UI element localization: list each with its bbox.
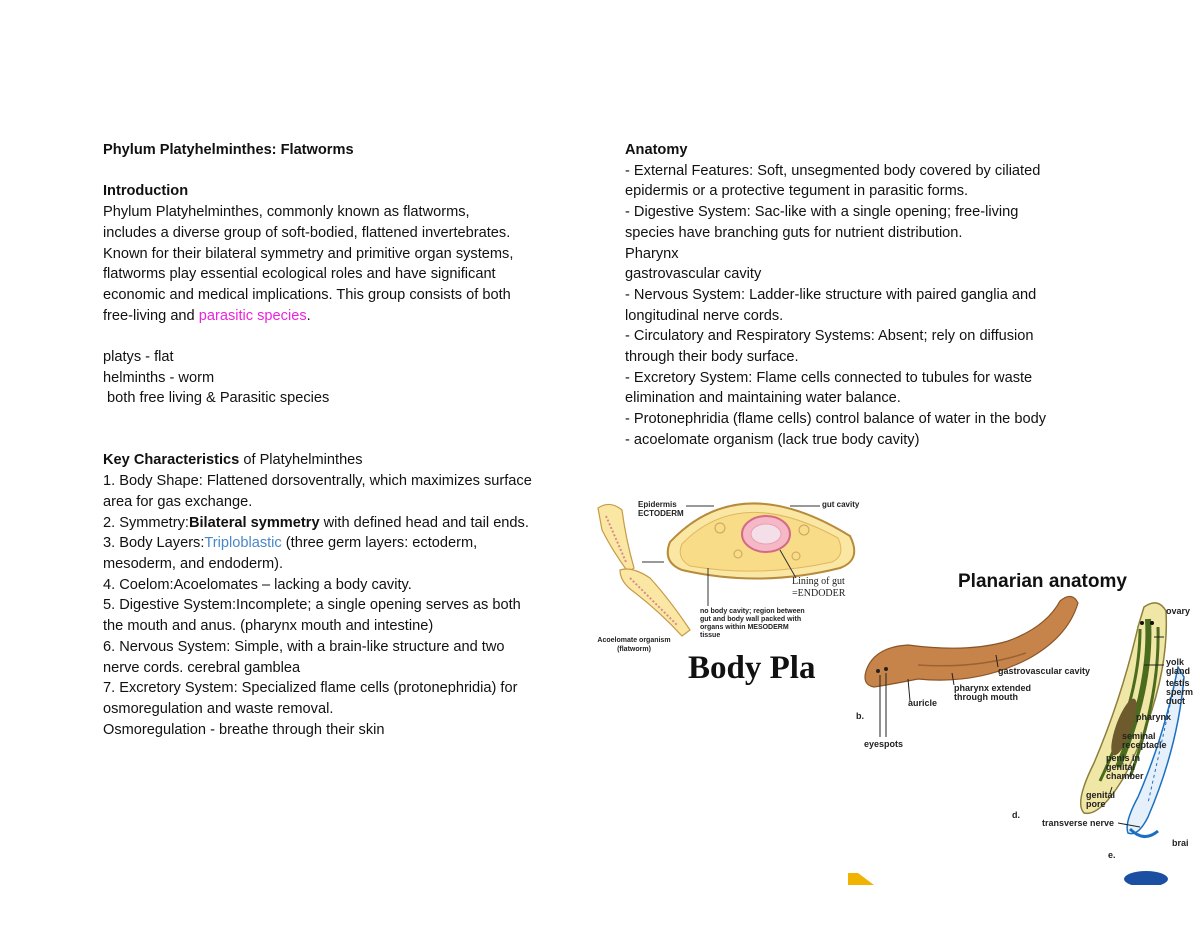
characteristic-item: nerve cords. cerebral gamblea [103, 659, 301, 676]
key-characteristics-heading [103, 450, 573, 471]
planarian-illustration [848, 567, 1194, 885]
gut-cavity-label: gut cavity [822, 500, 860, 509]
yolk-gland-label [1166, 658, 1190, 676]
penis-line: genital [1106, 762, 1136, 772]
characteristic-item: 6. Nervous System: Simple, with a brain-like structure and two [103, 638, 505, 655]
intro-line: includes a diverse group of soft-bodied, flattened invertebrates. [103, 224, 511, 241]
anatomy-line: - Excretory System: Flame cells connected to tubules for waste [625, 369, 1033, 386]
caption-line: (flatworm) [617, 646, 651, 653]
testis-label: testis [1166, 678, 1190, 688]
sperm-line: duct [1166, 696, 1185, 706]
anatomy-line: - External Features: Soft, unsegmented body covered by ciliated [625, 162, 1041, 179]
seminal-receptacle-label [1122, 732, 1167, 750]
etymology-line: helminths - worm [103, 369, 215, 386]
characteristic-item: osmoregulation and waste removal. [103, 700, 334, 717]
kc2-suffix: with defined head and tail ends. [319, 514, 529, 531]
penis-label [1106, 754, 1144, 781]
anatomy-line: - Circulatory and Respiratory Systems: Absent; rely on diffusion [625, 328, 1034, 345]
penis-line: chamber [1106, 771, 1144, 781]
sperm-duct-label [1166, 688, 1193, 706]
intro-line: economic and medical implications. This group consists of both [103, 286, 511, 303]
body-plan-heading: Body Pla [688, 650, 816, 686]
sperm-line: sperm [1166, 687, 1194, 697]
pharynx-label: pharynx [1136, 712, 1172, 722]
epidermis-label: Epidermis [638, 500, 677, 509]
intro-heading: Introduction [103, 183, 189, 200]
characteristic-item: 5. Digestive System:Incomplete; a single opening serves as both [103, 597, 521, 614]
no-cavity-line: organs within MESODERM [700, 624, 789, 631]
key-heading-rest: of Platyhelminthes [239, 452, 363, 469]
anatomy-line: - Digestive System: Sac-like with a single opening; free-living [625, 204, 1019, 221]
acoelomate-caption [592, 636, 676, 654]
seminal-line: seminal [1122, 731, 1156, 741]
anatomy-line: - Nervous System: Ladder-like structure with paired ganglia and [625, 286, 1037, 303]
transverse-nerve-label: transverse nerve [1042, 818, 1115, 828]
anatomy-heading: Anatomy [625, 142, 688, 158]
characteristic-item [103, 533, 573, 554]
intro-line: Phylum Platyhelminthes, commonly known as flatworms, [103, 204, 470, 221]
osmoregulation-note: Osmoregulation - breathe through their skin [103, 721, 385, 738]
genital-line: genital [1086, 790, 1116, 800]
gastrovascular-label: gastrovascular cavity [998, 666, 1091, 676]
characteristic-item: 7. Excretory System: Specialized flame cells (protonephridia) for [103, 680, 518, 697]
key-heading-bold: Key Characteristics [103, 452, 240, 469]
intro-period: . [306, 307, 311, 324]
anatomy-line: - acoelomate organism (lack true body cavity) [625, 431, 920, 448]
endoderm-label: =ENDODER [792, 588, 846, 599]
no-cavity-line: gut and body wall packed with [700, 616, 802, 623]
no-cavity-line: tissue [700, 632, 721, 639]
anatomy-line: elimination and maintaining water balance. [625, 390, 901, 407]
ovary-label: ovary [1166, 606, 1191, 616]
intro-line: flatworms play essential ecological roles and have significant [103, 266, 496, 283]
characteristic-item [103, 513, 573, 534]
yolk-line: gland [1166, 666, 1190, 676]
intro-line: Known for their bilateral symmetry and primitive organ systems, [103, 245, 514, 262]
planarian-figure [848, 567, 1194, 885]
characteristic-item: the mouth and anus. (pharynx mouth and intestine) [103, 618, 434, 635]
auricle-label: auricle [908, 698, 938, 708]
eyespots-label: eyespots [864, 739, 904, 749]
kc2-bold: Bilateral symmetry [188, 514, 320, 531]
anatomy-line: gastrovascular cavity [625, 266, 762, 283]
characteristic-item: 1. Body Shape: Flattened dorsoventrally, which maximizes surface [103, 473, 532, 490]
etymology-line: both free living & Parasitic species [103, 390, 330, 407]
anatomy-line: Pharynx [625, 245, 679, 262]
acoelomate-figure [590, 470, 860, 660]
pharynx-extended-label [954, 684, 1031, 702]
intro-line-last [103, 306, 573, 327]
left-column [103, 140, 573, 740]
document-title: Phylum Platyhelminthes: Flatworms [103, 142, 354, 158]
lining-of-gut-label: Lining of gut [792, 576, 845, 587]
genital-line: pore [1086, 799, 1106, 809]
b-label: b. [856, 711, 864, 721]
characteristic-item: mesoderm, and endoderm). [103, 556, 284, 572]
d-label: d. [1012, 810, 1020, 820]
etymology-line: platys - flat [103, 349, 174, 365]
planarian-title: Planarian anatomy [958, 571, 1127, 592]
pharynx-ext-line: pharynx extended [954, 683, 1032, 693]
parasitic-species-link[interactable]: parasitic species [198, 307, 307, 324]
no-body-cavity-label [700, 608, 805, 640]
seminal-line: receptacle [1122, 740, 1167, 750]
brain-label: brai [1172, 838, 1189, 848]
ectoderm-label: ECTODERM [638, 509, 684, 518]
intro-text: free-living and [103, 307, 199, 324]
anatomy-line: epidermis or a protective tegument in parasitic forms. [625, 183, 969, 200]
kc2-prefix: 2. Symmetry: [103, 514, 189, 531]
pharynx-ext-line: through mouth [954, 692, 1018, 702]
anatomy-line: - Protonephridia (flame cells) control balance of water in the body [625, 411, 1047, 428]
anatomy-line: longitudinal nerve cords. [625, 307, 784, 324]
triploblastic-link[interactable]: Triploblastic [204, 535, 282, 552]
caption-line: Acoelomate organism [597, 637, 671, 644]
no-cavity-line: no body cavity; region between [700, 608, 805, 615]
genital-pore-label [1086, 791, 1115, 809]
characteristic-item: area for gas exchange. [103, 493, 253, 510]
anatomy-line: species have branching guts for nutrient distribution. [625, 224, 963, 241]
kc3-suffix: (three germ layers: ectoderm, [281, 535, 478, 552]
characteristic-item: 4. Coelom:Acoelomates – lacking a body cavity. [103, 576, 412, 593]
right-column [625, 140, 1095, 451]
yolk-line: yolk [1166, 657, 1185, 667]
anatomy-line: through their body surface. [625, 349, 799, 366]
kc3-prefix: 3. Body Layers: [103, 535, 205, 552]
e-label: e. [1108, 850, 1116, 860]
penis-line: penis in [1106, 753, 1141, 763]
